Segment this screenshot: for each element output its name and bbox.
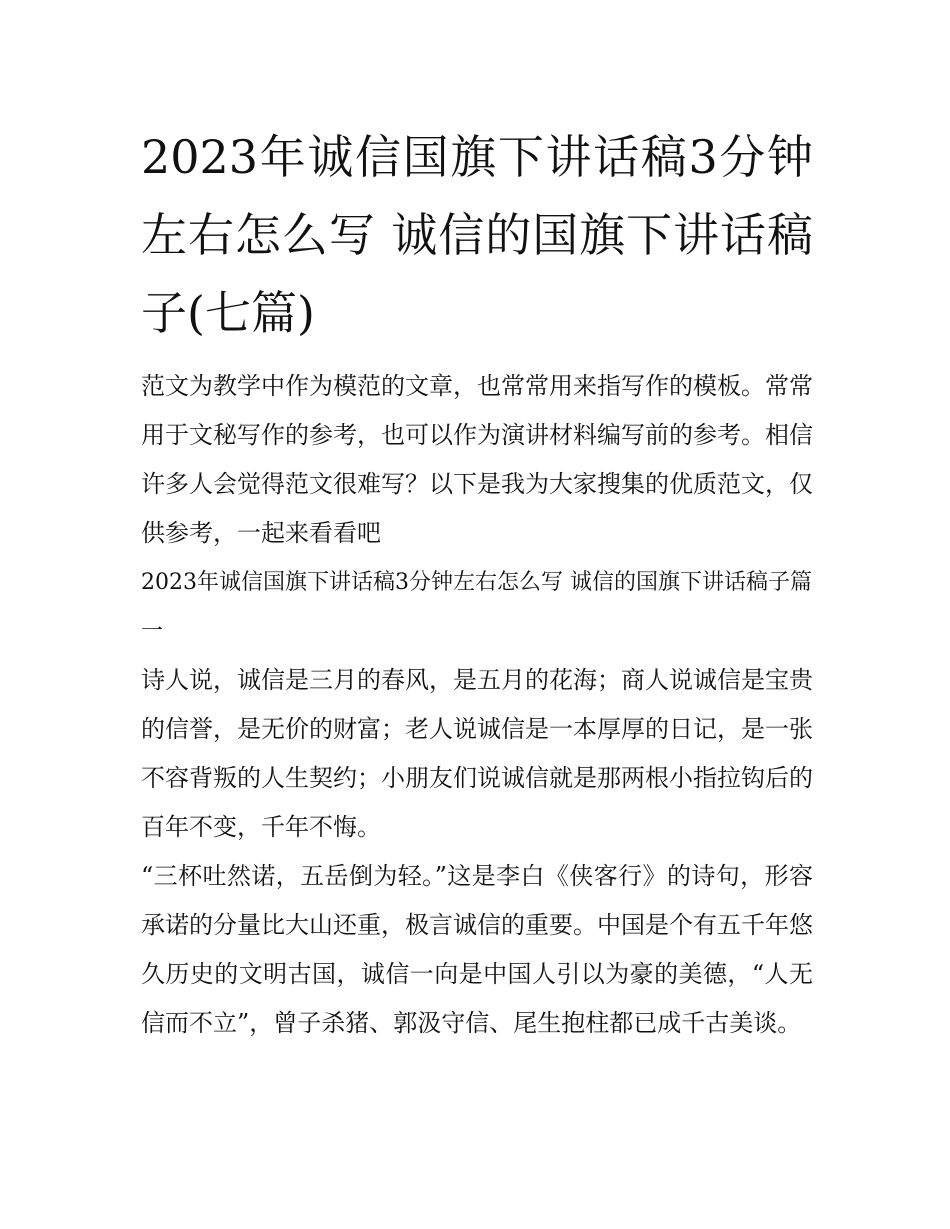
intro-paragraph: 范文为教学中作为模范的文章，也常常用来指写作的模板。常常用于文秘写作的参考，也可以作为演讲材料编写前的参考。相信许多人会觉得范文很难写？以下是我为大家搜集的优质范文，仅供参考，一起来看看吧 <box>141 372 813 547</box>
document-title: 2023年诚信国旗下讲话稿3分钟左右怎么写 诚信的国旗下讲话稿子(七篇) <box>141 130 813 340</box>
section-heading: 2023年诚信国旗下讲话稿3分钟左右怎么写 诚信的国旗下讲话稿子篇一 <box>141 570 812 644</box>
document-page <box>141 118 813 1048</box>
body-paragraph-2: “三杯吐然诺，五岳倒为轻。”这是李白《侠客行》的诗句，形容承诺的分量比大山还重，极言诚信的重要。中国是个有五千年悠久历史的文明古国，诚信一向是中国人引以为豪的美德，“人无信而不立”，曾子杀猪、郭汲守信、尾生抱柱都已成千古美谈。 <box>141 862 813 1037</box>
body-paragraph-1: 诗人说，诚信是三月的春风，是五月的花海；商人说诚信是宝贵的信誉，是无价的财富；老人说诚信是一本厚厚的日记，是一张不容背叛的人生契约；小朋友们说诚信就是那两根小指拉钩后的百年不变，千年不悔。 <box>141 666 813 841</box>
